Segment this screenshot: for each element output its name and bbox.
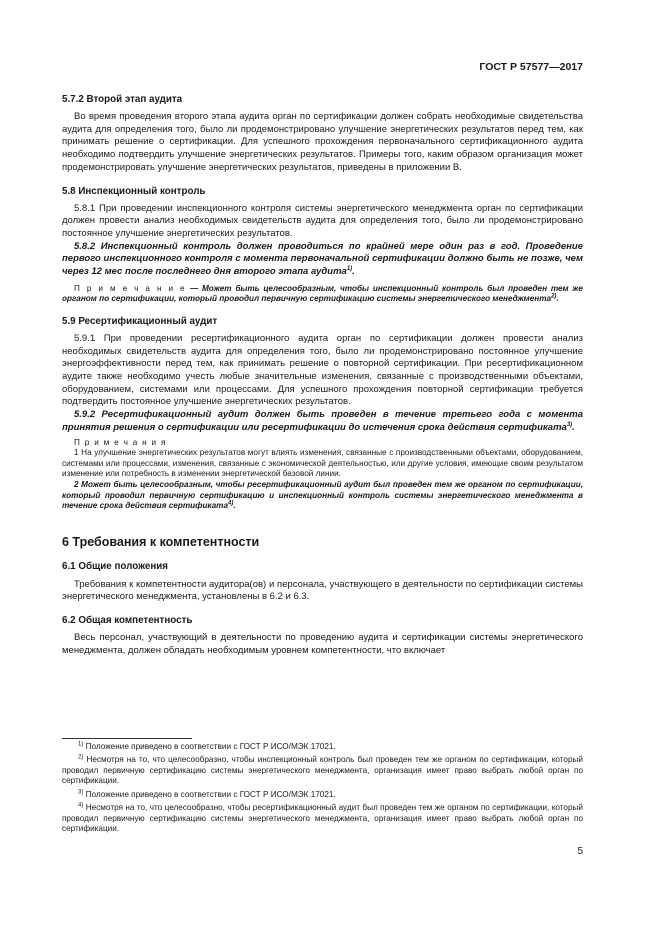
standard-header: ГОСТ Р 57577—2017 [479, 61, 583, 73]
footnote-1 [62, 742, 583, 753]
note-label: П р и м е ч а н и е [74, 283, 187, 293]
footnote-3-mark: 3) [78, 789, 84, 796]
section-5-8-2-paragraph [62, 241, 583, 279]
footnote-2-text: Несмотря на то, что целесообразно, чтобы инспекционный контроль был проведен тем же органом по сертификации, который проводил первичную сертификацию системы энергетического менеджмента, организация имеет право выбрать любой орган по сертификации. [62, 755, 583, 786]
section-5-8-1-paragraph: 5.8.1 При проведении инспекционного контроля системы энергетического менеджмента орган по сертификации должен провести анализ необходимых свидетельств аудита для определения того, было ли продемонстрировано постоянное улучшение энергетических результатов. [62, 202, 583, 239]
footnote-2 [62, 755, 583, 787]
footnote-4-text: Несмотря на то, что целесообразно, чтобы ресертификационный аудит был проведен тем же органом по сертификации, который проводил первичную сертификацию системы энергетического менеджмента, организация имеет право выбрать любой орган по сертификации. [62, 803, 583, 834]
section-5-9-2-paragraph [62, 409, 583, 434]
section-5-9-1-paragraph: 5.9.1 При проведении ресертификационного аудита орган по сертификации должен провести анализ необходимых свидетельств аудита для определения того, было ли продемонстрировано постоянное улучшение энергоэффективности перед тем, как принимать решение о повторной сертификации. При ресертификационном аудите также необходимо учесть любые значительные изменения, связанные с производственными объектами, оборудованием, системами или процессами. Для успешного прохождения повторной сертификации требуется подтвердить постоянное улучшение энергетических результатов. [62, 332, 583, 408]
footnote-ref-2: 2) [551, 293, 557, 300]
footnote-4-mark: 4) [78, 802, 84, 809]
footnote-1-mark: 1) [78, 741, 84, 748]
page-number: 5 [577, 846, 583, 857]
note-text: — Может быть целесообразным, чтобы инспекционный контроль был проведен тем же органом по сертификации, который проводил первичную сертификацию системы энергетического менеджмента [62, 283, 583, 304]
note-end: . [556, 294, 559, 304]
footnote-3 [62, 790, 583, 801]
note-2-text: 2 Может быть целесообразным, чтобы ресертификационный аудит был проведен тем же органом по сертификации, который проводил первичную сертификацию и инспекционный контроль системы энергетического менеджмента в течение срока действия сертификата [62, 479, 583, 511]
notes-label: П р и м е ч а н и я [74, 437, 167, 447]
section-5-9-title: 5.9 Ресертификационный аудит [62, 315, 218, 327]
footnote-ref-3: 3) [566, 421, 573, 428]
footnote-1-text: Положение приведено в соответствии с ГОСТ Р ИСО/МЭК 17021. [83, 742, 336, 751]
section-5-8-title: 5.8 Инспекционный контроль [62, 185, 206, 197]
section-6-2-title: 6.2 Общая компетентность [62, 615, 193, 627]
note-2-end: . [233, 501, 236, 511]
section-5-9-2-text: 5.9.2 Ресертификационный аудит должен быть проведен в течение третьего года с момента принятия решения о сертификации или ресертификации до истечения срока действия сертификата [62, 409, 583, 433]
section-6-1-title: 6.1 Общие положения [62, 560, 169, 572]
footnote-ref-4: 4) [228, 500, 234, 507]
note-1: 1 На улучшение энергетических результатов могут влиять изменения, связанные с производственными объектами, оборудованием, системами или процессами, изменения, связанные с экономической деятельностью, или другие условия, имеющие своим результатом изменение или потребность в изменении энергетической базовой линии. [62, 448, 583, 479]
section-5-7-2-paragraph: Во время проведения второго этапа аудита орган по сертификации должен собрать необходимые свидетельства аудита для определения того, было ли продемонстрировано улучшение энергетических результатов перед тем, как принимать решение о сертификации. Для успешного прохождения первоначального сертификационного аудита необходимо подтвердить улучшение энергетических результатов. Примеры того, каким образом организация может продемонстрировать улучшение энергетических результатов, приведены в приложении В. [62, 111, 583, 173]
section-5-7-2-title: 5.7.2 Второй этап аудита [62, 94, 183, 105]
footnote-3-text: Положение приведено в соответствии с ГОСТ Р ИСО/МЭК 17021. [83, 790, 336, 799]
section-6-title: 6 Требования к компетентности [62, 534, 260, 549]
main-content [62, 90, 583, 658]
footnote-4 [62, 803, 583, 835]
section-5-8-2-end: . [352, 266, 355, 278]
note-2 [62, 480, 583, 512]
section-5-8-note [62, 284, 583, 305]
section-5-8-2-text: 5.8.2 Инспекционный контроль должен проводиться по крайней мере один раз в год. Проведение первого инспекционного контроля с момента первоначальной сертификации должно быть не позже, чем через 12 мес после последнего дня второго этапа аудита [62, 240, 583, 278]
section-6-1-paragraph: Требования к компетентности аудитора(ов) и персонала, участвующего в деятельности по сертификации системы энергетического менеджмента, установлены в 6.2 и 6.3. [62, 578, 583, 603]
footnote-2-mark: 2) [78, 754, 84, 761]
section-5-9-2-end: . [572, 421, 575, 433]
footnote-divider [62, 738, 192, 739]
section-6-2-paragraph: Весь персонал, участвующий в деятельности по проведению аудита и сертификации системы энергетического менеджмента, должен обладать необходимым уровнем компетентности, что включает [62, 632, 583, 656]
footnote-ref-1: 1) [346, 265, 353, 272]
